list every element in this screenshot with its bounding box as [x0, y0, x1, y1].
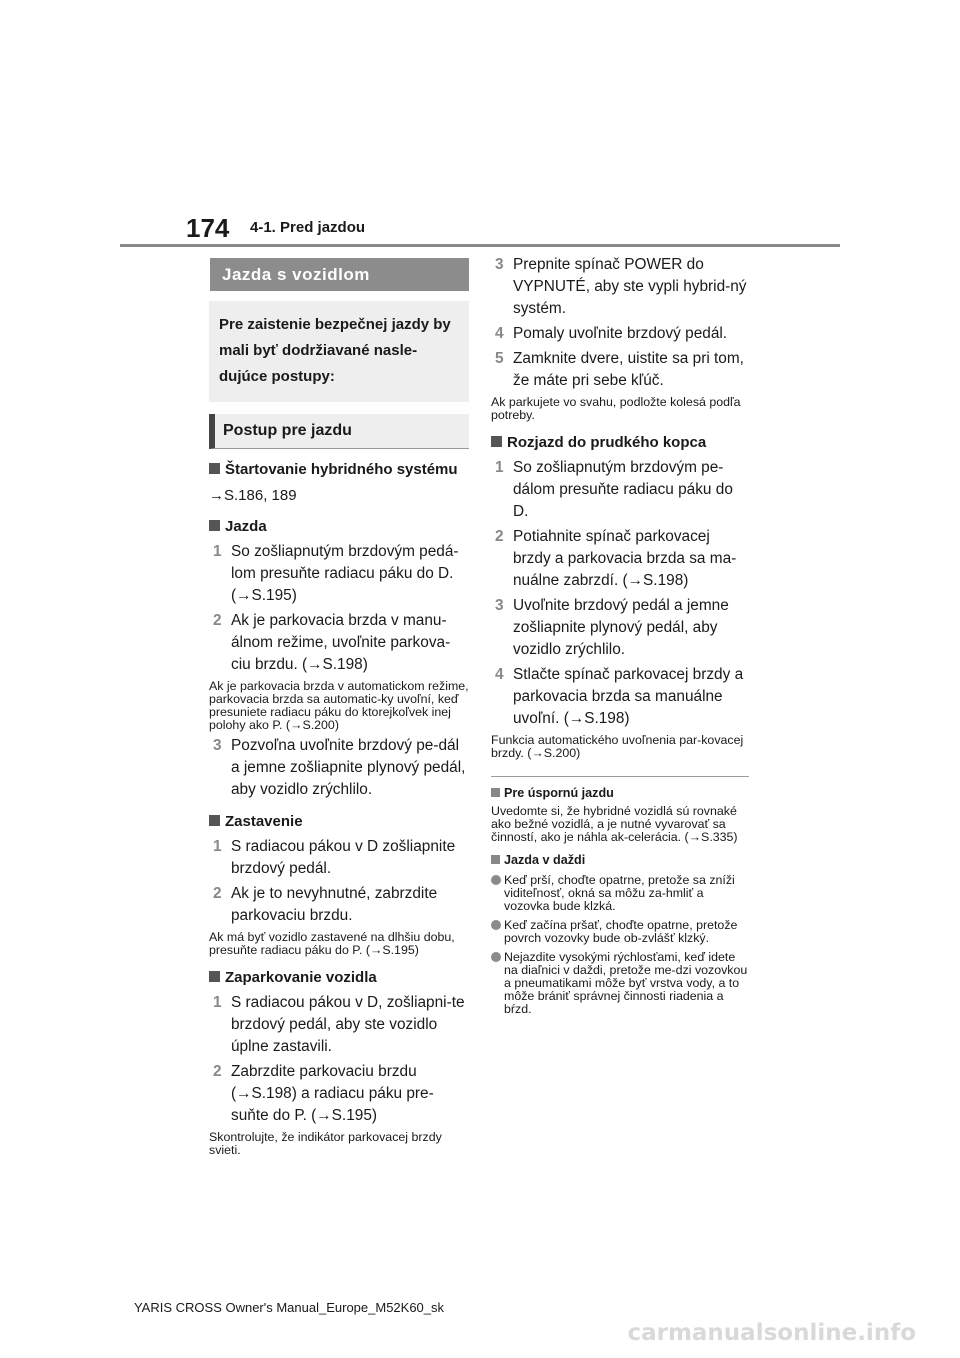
- intro-box: Pre zaistenie bezpečnej jazdy by mali byť dodržiavané nasle-dujúce postupy:: [209, 301, 469, 402]
- square-bullet-icon: [209, 520, 220, 531]
- eco-text: Uvedomte si, že hybridné vozidlá sú rovnaké ako bežné vozidlá, a je nutné vyvarovať sa činností, ako je náhla ak-celerácia. (→S.335): [491, 804, 738, 844]
- step-item: 4 Stlačte spínač parkovacej brzdy a parkovacia brzda sa manuálne uvoľní. (→S.198): [495, 666, 744, 727]
- square-bullet-icon: [491, 788, 500, 797]
- page-header: [0, 0, 960, 246]
- section-stop-heading: Zastavenie: [209, 811, 469, 833]
- note-text: Ak má byť vozidlo zastavené na dlhšiu dobu, presuňte radiacu páku do P. (→S.195): [209, 930, 455, 957]
- section-park-heading: Zaparkovanie vozidla: [209, 967, 469, 989]
- watermark: carmanualsonline.info: [627, 1320, 916, 1346]
- step-item: 3 Prepnite spínač POWER do VYPNUTÉ, aby ste vypli hybrid-ný systém.: [495, 256, 747, 317]
- step-item: 4 Pomaly uvoľnite brzdový pedál.: [495, 325, 728, 342]
- section-start-heading: Štartovanie hybridného systému: [209, 459, 469, 481]
- subsection-heading: Postup pre jazdu: [209, 414, 469, 449]
- note-text: Skontrolujte, že indikátor parkovacej brzdy svieti.: [209, 1130, 442, 1157]
- step-item: 3 Pozvoľna uvoľnite brzdový pe-dál a jemne zošliapnite plynový pedál, aby vozidlo zrýchlilo.: [213, 737, 466, 798]
- step-item: 3 Uvoľnite brzdový pedál a jemne zošliapnite plynový pedál, aby vozidlo zrýchlilo.: [495, 597, 729, 658]
- note-text: Ak je parkovacia brzda v automatickom režime, parkovacia brzda sa automatic-ky uvoľní, keď presuniete radiacu páku do ktorejkoľvek inej polohy ako P. (→S.200): [209, 679, 469, 732]
- square-bullet-icon: [209, 463, 220, 474]
- step-item: 2 Ak je to nevyhnutné, zabrzdite parkovaciu brzdu.: [213, 885, 438, 924]
- header-divider: [120, 244, 840, 247]
- step-item: 2 Ak je parkovacia brzda v manu-álnom režime, uvoľnite parkova-ciu brzdu. (→S.198): [213, 612, 451, 673]
- step-item: 1 So zošliapnutým brzdovým pedá-lom presuňte radiacu páku do D. (→S.195): [213, 543, 459, 604]
- bullet-item: Keď začína pršať, choďte opatrne, pretože povrch vozovky bude ob-zvlášť klzký.: [491, 919, 749, 945]
- square-bullet-icon: [209, 815, 220, 826]
- chapter-title: 4-1. Pred jazdou: [250, 219, 366, 236]
- step-item: 5 Zamknite dvere, uistite sa pri tom, že máte pri sebe kľúč.: [495, 350, 744, 389]
- left-column: [209, 258, 469, 1157]
- section-drive-heading: Jazda: [209, 516, 469, 538]
- note-text: Funkcia automatického uvoľnenia par-kovacej brzdy. (→S.200): [491, 733, 744, 760]
- rain-heading: Jazda v daždi: [491, 852, 749, 868]
- square-bullet-icon: [491, 855, 500, 864]
- step-item: 1 S radiacou pákou v D zošliapnite brzdový pedál.: [213, 838, 456, 877]
- square-bullet-icon: [491, 436, 502, 447]
- section-banner: Jazda s vozidlom: [210, 258, 469, 291]
- eco-heading: Pre úspornú jazdu: [491, 785, 749, 801]
- circle-bullet-icon: [491, 920, 501, 930]
- page-number: 174: [186, 213, 230, 243]
- start-reference: →S.186, 189: [209, 487, 297, 504]
- step-item: 2 Potiahnite spínač parkovacej brzdy a parkovacia brzda sa ma-nuálne zabrzdí. (→S.198): [495, 528, 737, 589]
- square-bullet-icon: [209, 971, 220, 982]
- circle-bullet-icon: [491, 952, 501, 962]
- section-hill-heading: Rozjazd do prudkého kopca: [491, 432, 749, 454]
- section-divider: [491, 776, 749, 777]
- step-item: 2 Zabrzdite parkovaciu brzdu (→S.198) a radiacu páku pre-suňte do P. (→S.195): [213, 1063, 434, 1124]
- circle-bullet-icon: [491, 875, 501, 885]
- bullet-item: Nejazdite vysokými rýchlosťami, keď idete na diaľnici v daždi, pretože me-dzi vozovkou a pneumatikami môže byť vrstva vody, a to môže brániť správnej činnosti riadenia a bŕzd.: [491, 951, 749, 1016]
- note-text: Ak parkujete vo svahu, podložte kolesá podľa potreby.: [491, 395, 741, 422]
- step-item: 1 So zošliapnutým brzdovým pe-dálom presuňte radiacu páku do D.: [495, 459, 733, 520]
- bullet-item: Keď prší, choďte opatrne, pretože sa zníži viditeľnosť, okná sa môžu za-hmliť a vozovka bude klzká.: [491, 874, 749, 913]
- page-footer: YARIS CROSS Owner's Manual_Europe_M52K60_sk: [133, 1300, 445, 1315]
- right-column: [491, 258, 749, 1016]
- step-item: 1 S radiacou pákou v D, zošliapni-te brzdový pedál, aby ste vozidlo úplne zastavili.: [213, 994, 465, 1055]
